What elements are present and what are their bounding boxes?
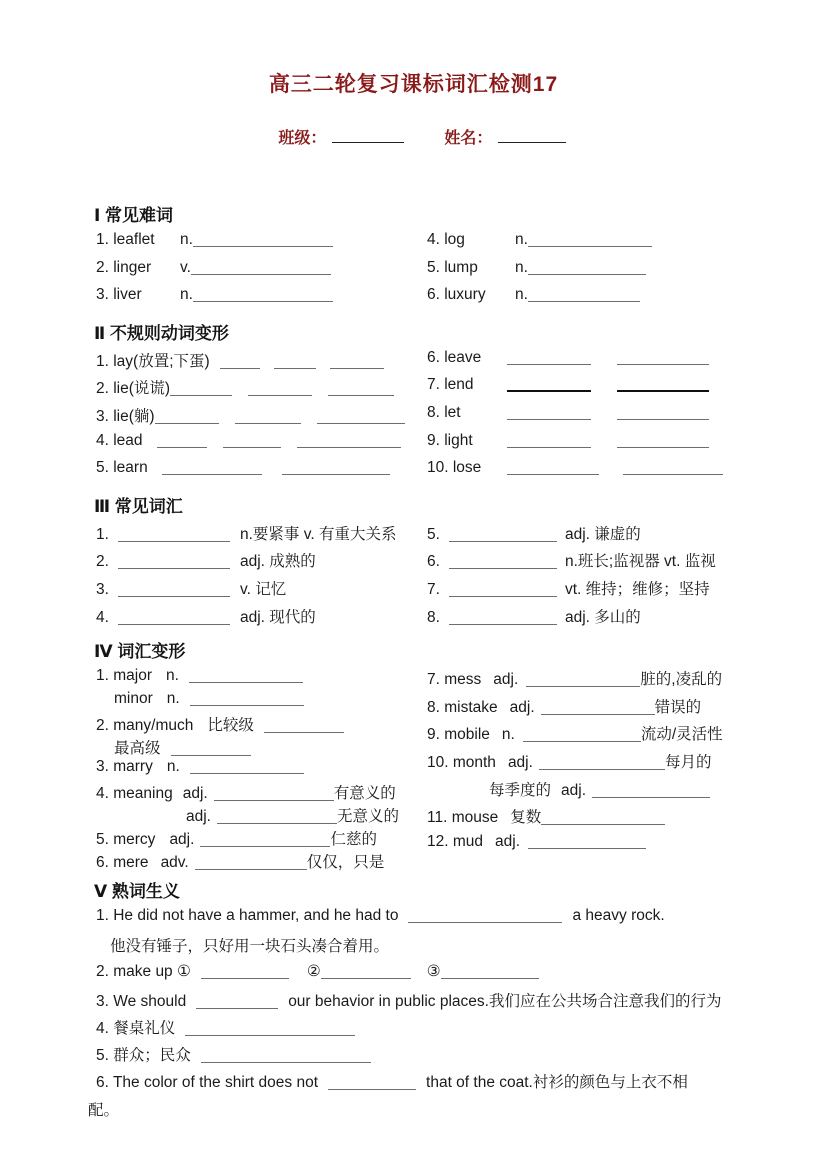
worksheet-line — [419, 376, 739, 404]
worksheet-line — [88, 690, 419, 713]
blank-line — [235, 418, 301, 424]
text-segment: 4. lead — [96, 431, 143, 449]
text-segment: 3. liver — [96, 286, 142, 304]
text-segment: n.要紧事 v. 有重大关系 — [240, 525, 397, 543]
text-segment: that of the coat.衬衫的颜色与上衣不相 — [426, 1074, 688, 1092]
class-label: 班级： — [278, 130, 327, 147]
blank-line — [155, 418, 219, 424]
text-segment: 3. lie(躺) — [96, 407, 155, 425]
column-right — [419, 522, 739, 632]
text-segment: 2. — [96, 553, 109, 571]
text-segment: 7. mess — [427, 671, 482, 689]
text-segment: ③ — [426, 962, 441, 980]
section-1 — [88, 201, 739, 314]
text-segment: v. — [180, 258, 191, 276]
text-segment: adj. 现代的 — [240, 608, 316, 626]
text-segment: 5. 群众；民众 — [96, 1047, 191, 1065]
text-segment: n. — [180, 286, 193, 304]
worksheet-line — [88, 432, 419, 460]
section-columns — [88, 231, 739, 314]
text-segment: n. — [166, 689, 180, 707]
text-segment: adj. 多山的 — [565, 608, 641, 626]
text-segment: n. — [501, 726, 515, 744]
text-segment: 每月的 — [664, 753, 712, 771]
text-segment: a heavy rock. — [572, 907, 665, 925]
worksheet-line — [88, 404, 419, 432]
column-right — [419, 231, 739, 314]
text-segment: adj. — [509, 698, 535, 716]
section-2 — [88, 319, 739, 487]
column-left — [88, 231, 419, 314]
class-name-row — [88, 107, 739, 166]
worksheet-line — [88, 522, 419, 550]
worksheet-line — [419, 231, 739, 259]
worksheet-line — [88, 1070, 739, 1097]
blank-line — [170, 390, 232, 396]
blank-line — [196, 1003, 278, 1009]
worksheet-line — [88, 962, 739, 989]
blank-line — [449, 591, 557, 597]
text-segment: 10. month — [427, 753, 496, 771]
blank-line — [162, 469, 262, 475]
section-heading: Ⅲ 常见词汇 — [94, 496, 183, 516]
text-segment: 2. many/much — [96, 716, 194, 734]
name-label: 姓名： — [444, 130, 493, 147]
blank-line — [528, 269, 646, 275]
section-3 — [88, 492, 739, 632]
name-blank-line — [498, 130, 566, 143]
text-segment: adj. — [182, 785, 208, 803]
text-segment: 无意义的 — [337, 807, 400, 825]
worksheet-line — [419, 459, 739, 487]
blank-line — [507, 469, 599, 475]
worksheet-line — [88, 667, 419, 690]
text-segment: 7. lend — [427, 376, 474, 394]
blank-line — [328, 1084, 416, 1090]
blank-line — [507, 359, 591, 365]
blank-line — [541, 709, 655, 715]
text-segment: 5. learn — [96, 459, 148, 477]
text-segment: 9. light — [427, 431, 473, 449]
text-segment: 8. — [427, 608, 440, 626]
worksheet-line — [419, 549, 739, 577]
blank-line — [220, 363, 260, 369]
text-segment: 4. log — [427, 231, 465, 248]
worksheet-line — [88, 736, 419, 759]
text-segment: 2. lie(说谎) — [96, 380, 171, 398]
blank-line — [449, 563, 557, 569]
worksheet-line — [419, 259, 739, 287]
worksheet-line — [419, 286, 739, 314]
blank-line — [449, 536, 557, 542]
blank-line — [193, 241, 333, 247]
text-segment: n. — [515, 286, 528, 304]
blank-line — [248, 390, 312, 396]
section-heading: Ⅰ 常见难词 — [94, 206, 174, 225]
text-segment: 错误的 — [654, 698, 702, 716]
text-segment: 每季度的 — [489, 781, 552, 799]
blank-line — [297, 442, 401, 448]
document-body — [88, 201, 739, 1125]
worksheet-line — [88, 989, 739, 1016]
blank-line — [223, 442, 281, 448]
section-columns — [88, 907, 739, 1125]
blank-line — [217, 818, 337, 824]
worksheet-line — [88, 459, 419, 487]
blank-line — [191, 269, 331, 275]
text-segment: our behavior in public places.我们应在公共场合注意我们的行为 — [288, 992, 722, 1010]
column-left — [88, 667, 419, 872]
text-segment: 3. — [96, 580, 109, 598]
section-4 — [88, 637, 739, 872]
class-blank-line — [332, 130, 404, 143]
text-segment: 脏的,凌乱的 — [640, 671, 723, 689]
text-segment: 最高级 — [114, 739, 161, 757]
text-segment: adj. 谦虚的 — [565, 525, 641, 543]
blank-line — [264, 727, 344, 733]
text-segment: n. — [515, 258, 528, 276]
text-segment: adj. — [169, 830, 195, 848]
text-segment: 1. He did not have a hammer, and he had to — [96, 907, 399, 925]
section-5 — [88, 877, 739, 1125]
text-segment: 5. lump — [427, 258, 478, 276]
column-left — [88, 349, 419, 487]
column-left — [88, 522, 419, 632]
text-segment: 1. — [96, 525, 109, 543]
blank-line — [528, 241, 652, 247]
blank-line — [507, 385, 591, 392]
document-title: 高三二轮复习课标词汇检测17 — [268, 73, 559, 96]
worksheet-line — [419, 695, 739, 723]
blank-line — [623, 469, 723, 475]
text-segment: 4. 餐桌礼仪 — [96, 1020, 176, 1038]
worksheet-line — [419, 750, 739, 778]
blank-line — [190, 700, 304, 706]
blank-line — [321, 973, 411, 979]
text-segment: adv. — [160, 853, 189, 871]
text-segment: 7. — [427, 580, 440, 598]
blank-line — [507, 442, 591, 448]
blank-line — [330, 363, 384, 369]
text-segment: n. — [515, 231, 528, 248]
worksheet-line — [419, 722, 739, 750]
blank-line — [190, 768, 304, 774]
blank-line — [274, 363, 316, 369]
worksheet-line — [88, 1043, 739, 1070]
blank-line — [507, 414, 591, 420]
worksheet-line — [419, 522, 739, 550]
blank-line — [118, 536, 230, 542]
worksheet-line — [88, 1016, 739, 1043]
text-segment: 2. make up ① — [96, 962, 191, 980]
blank-line — [118, 591, 230, 597]
blank-line — [200, 841, 330, 847]
blank-line — [195, 864, 307, 870]
blank-line — [617, 414, 709, 420]
blank-line — [528, 296, 640, 302]
text-segment: 12. mud — [427, 832, 484, 850]
blank-line — [118, 619, 230, 625]
worksheet-line — [88, 1098, 739, 1125]
text-segment: 5. — [427, 525, 440, 543]
worksheet-line — [419, 667, 739, 695]
text-segment: adj. — [495, 832, 521, 850]
blank-line — [523, 736, 641, 742]
blank-line — [449, 619, 557, 625]
blank-line — [617, 385, 709, 392]
text-segment: vt. 维持；维修；坚持 — [565, 580, 710, 598]
column-right — [419, 349, 739, 487]
worksheet-line — [88, 758, 419, 781]
section-heading: Ⅱ 不规则动词变形 — [94, 323, 229, 343]
worksheet-line — [88, 907, 739, 934]
section-heading: Ⅳ 词汇变形 — [94, 642, 186, 662]
worksheet-line — [88, 804, 419, 827]
worksheet-line — [88, 259, 419, 287]
text-segment: adj. — [561, 781, 587, 799]
blank-line — [171, 750, 251, 756]
worksheet-line — [419, 349, 739, 377]
blank-line — [539, 764, 665, 770]
column-right — [419, 667, 739, 872]
blank-line — [528, 843, 646, 849]
section-heading: Ⅴ 熟词生义 — [94, 882, 180, 902]
blank-line — [118, 563, 230, 569]
text-segment: 8. let — [427, 403, 461, 421]
text-segment: 配。 — [88, 1101, 120, 1119]
text-segment: 有意义的 — [333, 785, 396, 803]
blank-line — [214, 795, 334, 801]
text-segment: 10. lose — [427, 459, 482, 477]
worksheet-line — [88, 549, 419, 577]
worksheet-line — [419, 833, 739, 861]
text-segment: 3. marry — [96, 758, 153, 776]
blank-line — [526, 681, 640, 687]
blank-line — [201, 1057, 371, 1063]
text-segment: 他没有锤子，只好用一块石头凑合着用。 — [110, 938, 390, 956]
worksheet-line — [88, 781, 419, 804]
text-segment: adj. — [493, 671, 519, 689]
text-segment: 6. — [427, 553, 440, 571]
blank-line — [408, 917, 562, 923]
column-left — [88, 907, 739, 1125]
worksheet-line — [88, 713, 419, 736]
blank-line — [617, 359, 709, 365]
text-segment: 1. major — [96, 667, 152, 685]
blank-line — [441, 973, 539, 979]
blank-line — [328, 390, 394, 396]
text-segment: 5. mercy — [96, 830, 156, 848]
text-segment: 6. mere — [96, 853, 149, 871]
text-segment: 1. lay(放置;下蛋) — [96, 352, 210, 370]
text-segment: 4. meaning — [96, 785, 173, 803]
text-segment: 比较级 — [207, 716, 254, 734]
text-segment: 仁慈的 — [330, 830, 377, 848]
text-segment: adj. 成熟的 — [240, 553, 316, 571]
text-segment: n. — [166, 758, 180, 776]
worksheet-line — [88, 577, 419, 605]
blank-line — [193, 296, 333, 302]
blank-line — [189, 677, 303, 683]
section-columns — [88, 349, 739, 487]
text-segment: 6. luxury — [427, 286, 486, 304]
text-segment: 6. The color of the shirt does not — [96, 1074, 319, 1092]
blank-line — [592, 792, 710, 798]
blank-line — [157, 442, 207, 448]
worksheet-line — [88, 376, 419, 404]
text-segment: minor — [114, 689, 153, 707]
text-segment: 仅仅，只是 — [306, 853, 385, 871]
text-segment: 4. — [96, 608, 109, 626]
blank-line — [282, 469, 390, 475]
worksheet-line — [419, 778, 739, 806]
worksheet-line — [419, 805, 739, 833]
section-columns — [88, 667, 739, 872]
worksheet-line — [88, 349, 419, 377]
text-segment: 6. leave — [427, 348, 482, 366]
text-segment: adj. — [507, 753, 533, 771]
text-segment: ② — [306, 962, 321, 980]
text-segment: n.班长;监视器 vt. 监视 — [565, 553, 716, 571]
worksheet-line — [419, 577, 739, 605]
worksheet-line — [419, 404, 739, 432]
worksheet-line — [88, 850, 419, 873]
blank-line — [185, 1030, 355, 1036]
text-segment: 8. mistake — [427, 698, 498, 716]
blank-line — [317, 418, 405, 424]
text-segment: adj. — [186, 807, 211, 825]
text-segment: 流动/灵活性 — [640, 726, 723, 744]
text-segment: 9. mobile — [427, 726, 490, 744]
worksheet-line — [419, 432, 739, 460]
text-segment: n. — [166, 667, 179, 685]
section-columns — [88, 522, 739, 632]
worksheet-line — [88, 934, 739, 961]
blank-line — [541, 819, 665, 825]
text-segment: 2. linger — [96, 258, 152, 276]
text-segment: n. — [180, 231, 193, 248]
blank-line — [201, 973, 289, 979]
worksheet-line — [88, 231, 419, 259]
worksheet-line — [88, 827, 419, 850]
blank-line — [617, 442, 709, 448]
text-segment: 11. mouse — [427, 809, 499, 827]
text-segment: 1. leaflet — [96, 231, 155, 248]
worksheet-line — [88, 605, 419, 633]
worksheet-line — [88, 286, 419, 314]
text-segment: v. 记忆 — [240, 580, 287, 598]
text-segment: 3. We should — [96, 992, 187, 1010]
worksheet-line — [419, 605, 739, 633]
text-segment: 复数 — [510, 809, 542, 827]
